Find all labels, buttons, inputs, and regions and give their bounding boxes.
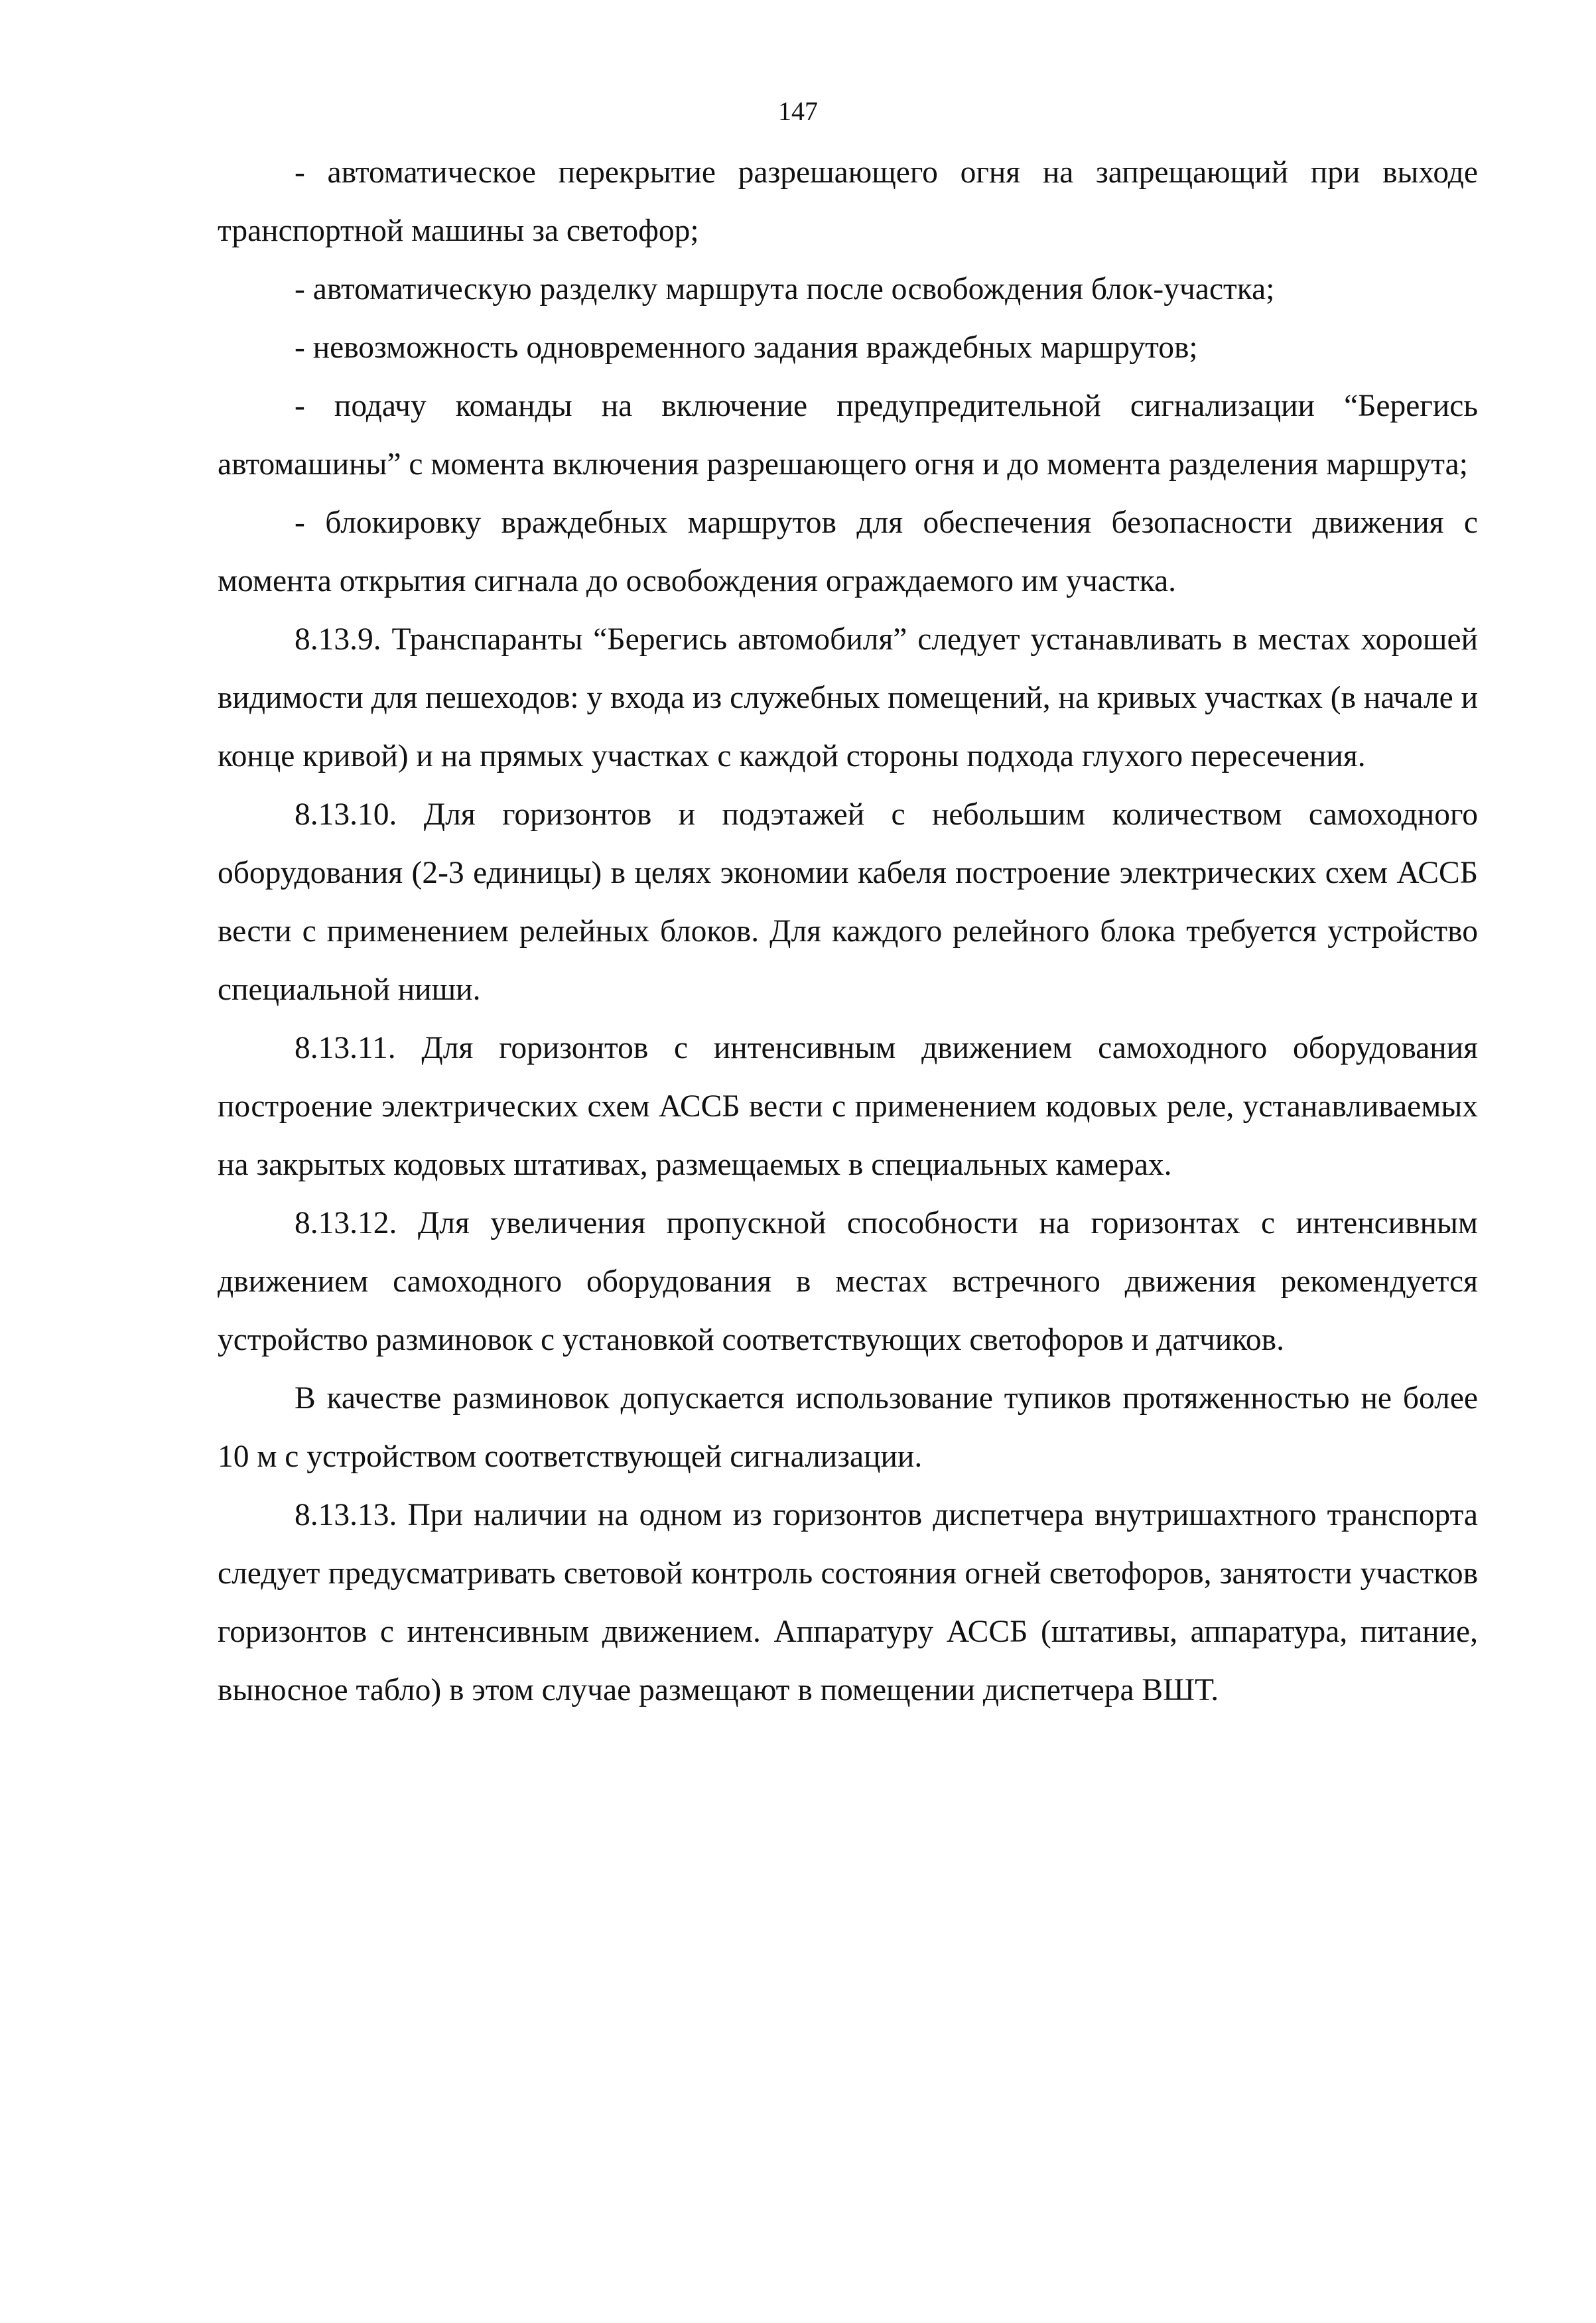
paragraph-bullet-1: - автоматическое перекрытие разрешающего огня на запрещающий при выходе транспортной машины за светофор; bbox=[218, 155, 1478, 248]
paragraph-bullet-3: - невозможность одновременного задания враждебных маршрутов; bbox=[295, 330, 1198, 365]
paragraph-8-13-9: 8.13.9. Транспаранты “Берегись автомобиля” следует устанавливать в местах хорошей видимости для пешеходов: у входа из служебных помещений, на кривых участках (в начале и конце кривой) и на прямых участках с каждой стороны подхода глухого пересечения. bbox=[218, 622, 1478, 773]
paragraph-razminovki: В качестве разминовок допускается использование тупиков протяженностью не более 10 м с устройством соответствующей сигнализации. bbox=[218, 1381, 1478, 1474]
paragraph-8-13-12: 8.13.12. Для увеличения пропускной способности на горизонтах с интенсивным движением самоходного оборудования в местах встречного движения рекомендуется устройство разминовок с установкой соответствующих светофоров и датчиков. bbox=[218, 1206, 1478, 1357]
paragraph-bullet-4: - подачу команды на включение предупредительной сигнализации “Берегись автомашины” с момента включения разрешающего огня и до момента разделения маршрута; bbox=[218, 389, 1478, 482]
paragraph-bullet-5: - блокировку враждебных маршрутов для обеспечения безопасности движения с момента открытия сигнала до освобождения ограждаемого им участка. bbox=[218, 505, 1478, 598]
paragraph-8-13-10: 8.13.10. Для горизонтов и подэтажей с небольшим количеством самоходного оборудования (2-3 единицы) в целях экономии кабеля построение электрических схем АССБ вести с применением релейных блоков. Для каждого релейного блока требуется устройство специальной ниши. bbox=[218, 797, 1478, 1007]
paragraph-8-13-13: 8.13.13. При наличии на одном из горизонтов диспетчера внутришахтного транспорта следует предусматривать световой контроль состояния огней светофоров, занятости участков горизонтов с интенсивным движением. Аппаратуру АССБ (штативы, аппаратура, питание, выносное табло) в этом случае размещают в помещении диспетчера ВШТ. bbox=[218, 1498, 1478, 1707]
paragraph-bullet-2: - автоматическую разделку маршрута после освобождения блок-участка; bbox=[295, 272, 1275, 306]
paragraph-8-13-11: 8.13.11. Для горизонтов с интенсивным движением самоходного оборудования построение электрических схем АССБ вести с применением кодовых реле, устанавливаемых на закрытых кодовых штативах, размещаемых в специальных камерах. bbox=[218, 1031, 1478, 1182]
document-body bbox=[218, 143, 1478, 1719]
page-number: 147 bbox=[778, 96, 818, 126]
